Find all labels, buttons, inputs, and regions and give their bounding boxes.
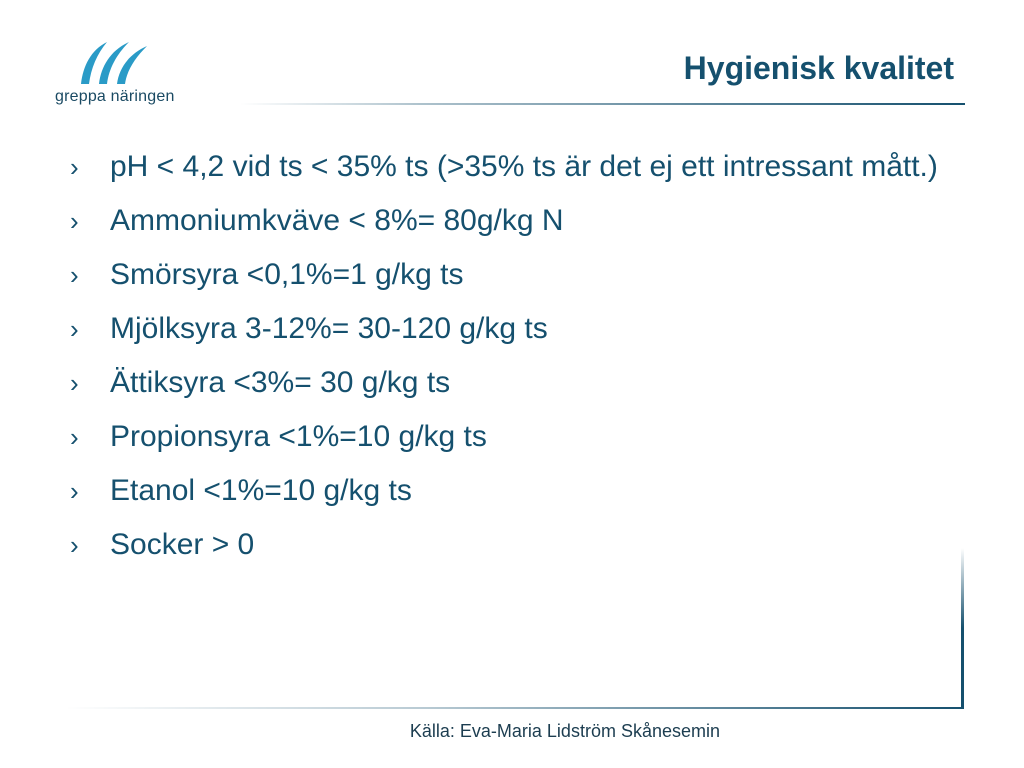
bottom-divider (65, 707, 964, 709)
bullet-text: Etanol <1%=10 g/kg ts (110, 474, 412, 507)
bullet-text: Ättiksyra <3%= 30 g/kg ts (110, 366, 451, 399)
chevron-right-icon: › (70, 530, 79, 560)
source-note: Källa: Eva-Maria Lidström Skånesemin (409, 721, 720, 741)
list-item (70, 310, 950, 348)
chevron-right-icon: › (70, 314, 79, 344)
list-item (70, 472, 950, 510)
bullet-text: Smörsyra <0,1%=1 g/kg ts (110, 258, 464, 291)
bullet-text: Socker > 0 (110, 528, 255, 561)
chevron-right-icon: › (70, 206, 79, 236)
title-divider (240, 103, 965, 105)
bullet-text: Mjölksyra 3-12%= 30-120 g/kg ts (110, 312, 548, 345)
list-item (70, 364, 950, 402)
content-area (70, 148, 950, 580)
list-item (70, 256, 950, 294)
bullet-text: Propionsyra <1%=10 g/kg ts (110, 420, 487, 453)
logo-text: greppa näringen (55, 88, 175, 105)
list-item (70, 418, 950, 456)
page-title: Hygienisk kvalitet (683, 50, 954, 86)
chevron-right-icon: › (70, 476, 79, 506)
swoosh-logo-icon (77, 38, 157, 86)
chevron-right-icon: › (70, 152, 79, 182)
list-item (70, 148, 950, 186)
chevron-right-icon: › (70, 422, 79, 452)
bullet-text: Ammoniumkväve < 8%= 80g/kg N (110, 204, 564, 237)
chevron-right-icon: › (70, 260, 79, 290)
bullet-text: pH < 4,2 vid ts < 35% ts (>35% ts är det ej ett intressant mått.) (110, 150, 938, 183)
chevron-right-icon: › (70, 368, 79, 398)
list-item (70, 526, 950, 564)
logo (55, 38, 205, 118)
list-item (70, 202, 950, 240)
right-divider (961, 548, 964, 708)
bullet-list (70, 148, 950, 564)
